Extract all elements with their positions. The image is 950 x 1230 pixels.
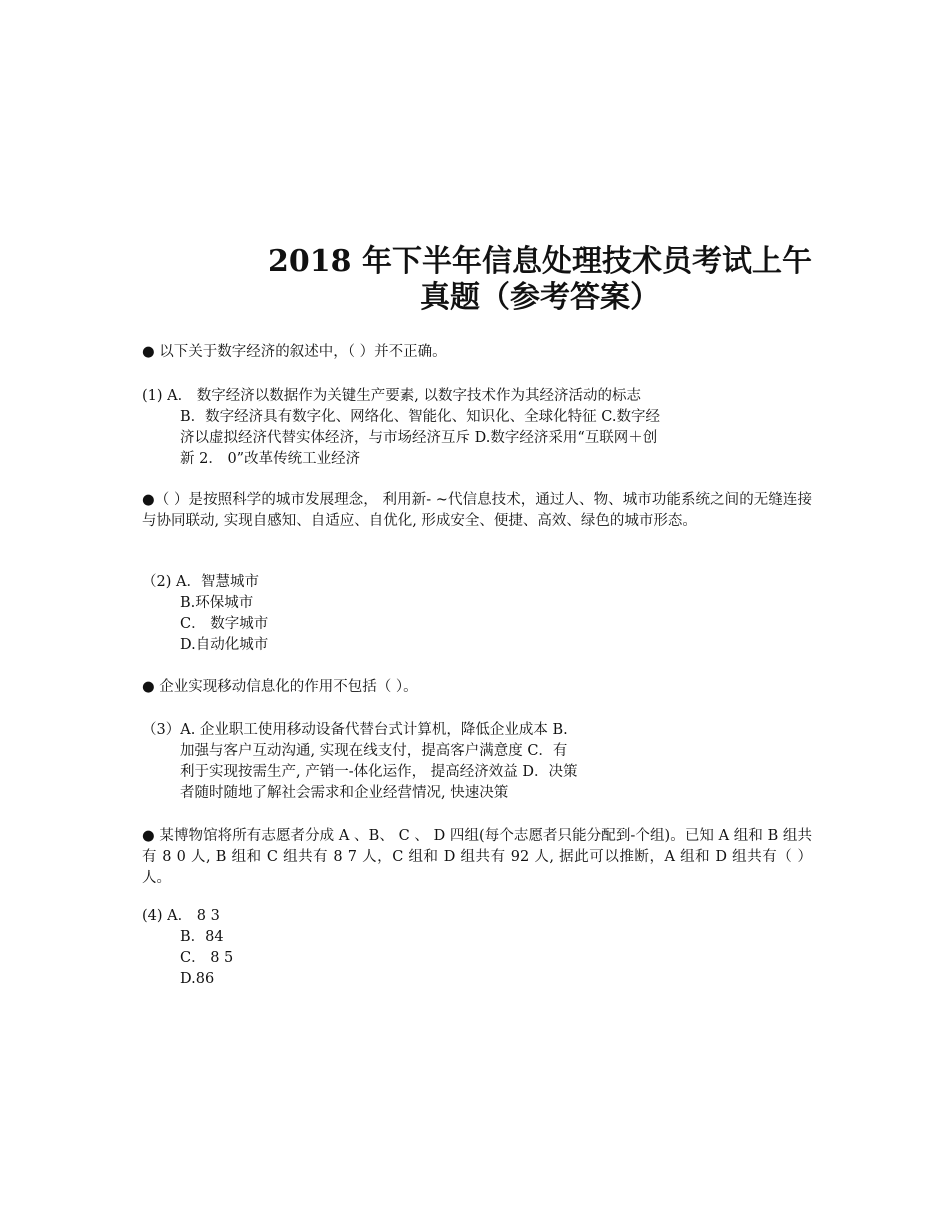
option-line: 济以虚拟经济代替实体经济，与市场经济互斥 D.数字经济采用“互联网＋创: [180, 430, 658, 446]
option-line: B．数字经济具有数字化、网络化、智能化、知识化、全球化特征 C.数字经: [180, 409, 660, 425]
question-2-stem: [142, 490, 812, 532]
question-stem-text: ● 以下关于数字经济的叙述中，（ ）并不正确。: [142, 344, 447, 360]
question-stem-text: ●（ ）是按照科学的城市发展理念， 利用新- ~代信息技术，通过人、物、城市功能系统之间的无缝连接与协同联动, 实现自感知、自适应、自优化, 形成安全、便捷、高效、绿色的城市形态。: [142, 492, 812, 529]
question-3-stem: [142, 677, 812, 698]
title-line-1: 2018 年下半年信息处理技术员考试上午: [268, 244, 812, 279]
option-line: C． 8 5: [180, 950, 234, 966]
question-4-stem: [142, 826, 812, 889]
option-line: 新 2． 0”改革传统工业经济: [180, 451, 361, 467]
question-stem-text: ● 某博物馆将所有志愿者分成 A 、B、 C 、 D 四组(每个志愿者只能分配到-个组)。已知 A 组和 B 组共有 8 0 人, B 组和 C 组共有 8 7 人，C 组和 D 组共有 92 人, 据此可以推断，A 组和 D 组共有（ ）人。: [142, 828, 812, 886]
question-stem-text: ● 企业实现移动信息化的作用不包括（ ）。: [142, 679, 418, 695]
option-line: （3）A. 企业职工使用移动设备代替台式计算机，降低企业成本 B.: [142, 722, 568, 738]
option-line: 者随时随地了解社会需求和企业经营情况, 快速决策: [180, 785, 509, 801]
document-title: [240, 244, 840, 316]
option-line: B.环保城市: [180, 595, 254, 611]
option-line: D.86: [180, 971, 215, 987]
option-line: （2) A．智慧城市: [142, 574, 259, 590]
title-line-2: 真题（参考答案）: [420, 280, 660, 315]
question-1-options: [142, 386, 812, 470]
question-4-options: [142, 906, 812, 990]
question-1-stem: [142, 342, 812, 363]
option-line: (4) A． 8 3: [142, 908, 220, 924]
option-line: C． 数字城市: [180, 616, 269, 632]
option-line: (1) A． 数字经济以数据作为关键生产要素, 以数字技术作为其经济活动的标志: [142, 388, 641, 404]
option-line: B．84: [180, 929, 224, 945]
option-line: D.自动化城市: [180, 637, 269, 653]
option-line: 加强与客户互动沟通, 实现在线支付，提高客户满意度 C．有: [180, 743, 568, 759]
question-3-options: [142, 720, 812, 804]
question-2-options: [142, 572, 812, 656]
option-line: 利于实现按需生产, 产销一-体化运作， 提高经济效益 D．决策: [180, 764, 578, 780]
